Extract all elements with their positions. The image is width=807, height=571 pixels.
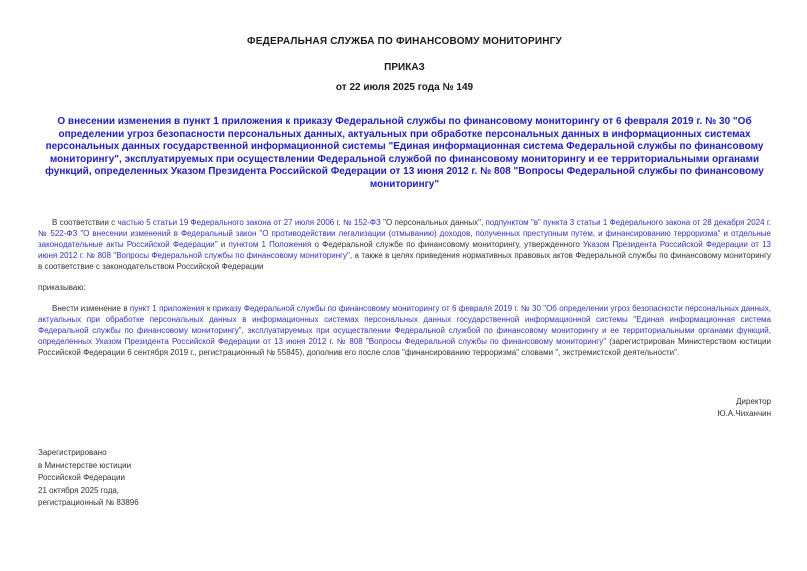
preamble-paragraph (38, 217, 771, 272)
order-heading: ПРИКАЗ (384, 62, 425, 73)
paragraph-text: "О персональных данных", (380, 218, 486, 227)
paragraph-text: Внести изменение в (52, 304, 130, 313)
signature-position: Директор (736, 397, 771, 406)
registration-line: 21 октября 2025 года, (38, 485, 120, 495)
legal-reference-link[interactable]: пункт 1 приложения (129, 304, 205, 313)
signature-block (38, 396, 771, 419)
paragraph-text: к (204, 304, 213, 313)
registration-line: Зарегистрировано (38, 448, 107, 457)
paragraph-text: о Федеральной службе по финансовому мониторингу, утвержденного (311, 240, 584, 249)
paragraph-text: и (217, 240, 229, 249)
paragraph-text: В соответствии с (52, 218, 118, 227)
order-title: О внесении изменения в пункт 1 приложения к приказу Федеральной службы по финансовому мониторингу от 6 февраля 2019 г. № 30 "Об определении угроз безопасности персональных данных, актуальных при обработке персональных данных в информационных системах персональных данных государственной информационной системы "Единая информационная система Федеральной службы по финансовому мониторингу", эксплуатируемых при осуществлении Федеральной службой по финансовому мониторингу и ее территориальными органами функций, определенных Указом Президента Российской Федерации от 13 июня 2012 г. № 808 "Вопросы Федеральной службы по финансовому мониторингу" (45, 116, 764, 190)
legal-reference-link[interactable]: частью 5 статьи 19 Федерального закона от 27 июля 2006 г. № 152-ФЗ (117, 218, 381, 227)
agency-name: ФЕДЕРАЛЬНАЯ СЛУЖБА ПО ФИНАНСОВОМУ МОНИТОРИНГУ (247, 36, 562, 47)
signature-name: Ю.А.Чиханчин (717, 408, 771, 418)
registration-line: Российской Федерации (38, 473, 125, 482)
order-date-number: от 22 июля 2025 года № 149 (335, 82, 474, 93)
amendment-paragraph (38, 303, 771, 358)
registration-note (38, 447, 771, 510)
paragraph-text: (зарегистрирован Министерством юстиции Российской Федерации 6 сентября 2019 г., регистрационный № 55845), дополнив его после слов "финансированию терроризма" словами ", экстремистской деятельности". (38, 337, 771, 357)
decree-word: приказываю: (38, 283, 86, 292)
legal-reference-link[interactable]: Указом Президента Российской Федерации от 13 июня 2012 г. № 808 "Вопросы Федеральной службы по финансовому мониторингу" (38, 240, 772, 260)
legal-reference-link[interactable]: подпунктом "в" пункта 3 статьи 1 Федерального закона от 28 декабря 2024 г. № 522-ФЗ "О внесении изменений в Федеральный закон "О противодействии легализации (отмыванию) доходов, полученных преступным путем, и финансированию терроризма" и отдельные законодательные акты Российской Федерации" (38, 218, 771, 249)
registration-line: регистрационный № 83896 (38, 498, 139, 507)
paragraph-text: , а также в целях приведения нормативных правовых актов Федеральной службы по финансовому мониторингу в соответствие с законодательством Российской Федерации (38, 251, 771, 271)
legal-reference-link[interactable]: пунктом 1 Положения (228, 240, 312, 249)
registration-line: в Министерстве юстиции (38, 460, 132, 470)
legal-reference-link[interactable]: приказу Федеральной службы по финансовому мониторингу от 6 февраля 2019 г. № 30 "Об определении угроз безопасности персональных данных, актуальных при обработке персональных данных в информационных системах персональных данных государственной информационной системы "Единая информационная система Федеральной службы по финансовому мониторингу", эксплуатируемых при осуществлении Федеральной службой по финансовому мониторингу и ее территориальными органами функций, определенных Указом Президента Российской Федерации от 13 июня 2012 г. № 808 "Вопросы Федеральной службы по финансовому мониторингу" (38, 304, 771, 346)
